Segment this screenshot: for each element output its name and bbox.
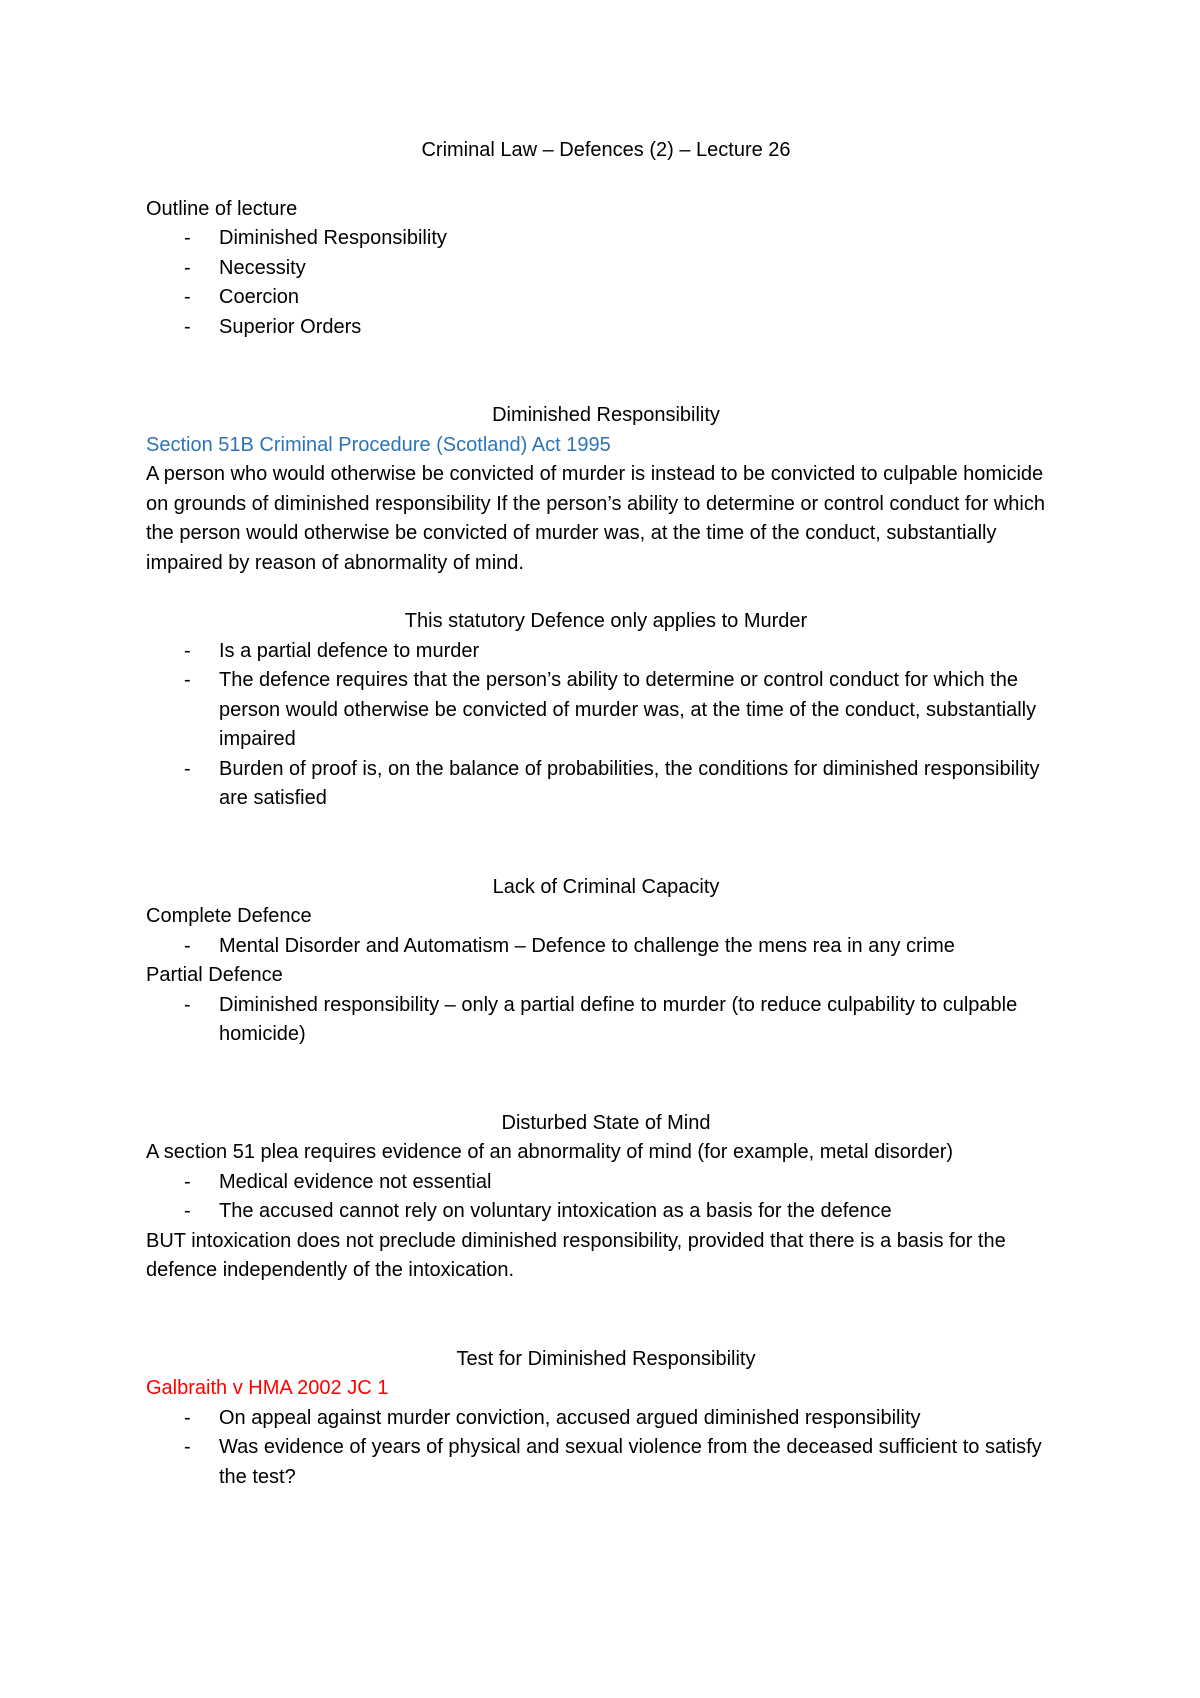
outline-list [146, 224, 1066, 342]
list-item: - Diminished Responsibility [146, 224, 1066, 254]
dash-bullet: - [184, 256, 191, 279]
partial-defence-list [146, 991, 1066, 1050]
spacer [146, 1286, 1066, 1345]
list-item: - Coercion [146, 283, 1066, 313]
dash-bullet: - [184, 993, 191, 1016]
spacer [146, 578, 1066, 607]
list-item: - Necessity [146, 254, 1066, 284]
dash-bullet: - [184, 1436, 191, 1458]
list-item: - The accused cannot rely on voluntary intoxication as a basis for the defence [146, 1197, 1066, 1227]
list-item: - Diminished responsibility – only a partial define to murder (to reduce culpability to culpable homicide) [146, 991, 1066, 1050]
dash-bullet: - [184, 757, 191, 780]
dash-bullet: - [184, 669, 191, 691]
complete-defence-label: Complete Defence [146, 905, 312, 927]
list-item: - Is a partial defence to murder [146, 637, 1066, 667]
section-heading-diminished: Diminished Responsibility [492, 404, 720, 426]
list-item: - The defence requires that the person’s ability to determine or control conduct for which the person would otherwise be convicted of murder was, at the time of the conduct, substantially impaired [146, 666, 1066, 755]
sub-heading-statutory: This statutory Defence only applies to Murder [404, 610, 808, 632]
list-item: - On appeal against murder conviction, accused argued diminished responsibility [146, 1404, 1066, 1434]
dash-bullet: - [184, 315, 191, 338]
section-heading-capacity: Lack of Criminal Capacity [492, 875, 720, 898]
dash-bullet: - [184, 286, 191, 308]
dash-bullet: - [184, 934, 191, 957]
section-heading-test: Test for Diminished Responsibility [456, 1347, 756, 1370]
diminished-list [146, 637, 1066, 814]
spacer [146, 814, 1066, 873]
complete-defence-list [146, 932, 1066, 962]
disturbed-closing: BUT intoxication does not preclude diminished responsibility, provided that there is a basis for the defence independently of the intoxication. [146, 1229, 1006, 1281]
spacer [146, 1050, 1066, 1109]
list-item: - Was evidence of years of physical and sexual violence from the deceased sufficient to satisfy the test? [146, 1433, 1066, 1492]
spacer [146, 342, 1066, 401]
spacer [146, 166, 1066, 195]
dash-bullet: - [184, 1200, 191, 1222]
dash-bullet: - [184, 1170, 191, 1193]
document-page [146, 136, 1066, 1492]
dash-bullet: - [184, 227, 191, 249]
list-item: - Medical evidence not essential [146, 1168, 1066, 1198]
list-item: - Superior Orders [146, 313, 1066, 343]
statute-reference: Section 51B Criminal Procedure (Scotland) Act 1995 [146, 433, 611, 456]
document-title: Criminal Law – Defences (2) – Lecture 26 [421, 139, 791, 161]
outline-label: Outline of lecture [146, 197, 298, 220]
dash-bullet: - [184, 1406, 191, 1429]
disturbed-intro: A section 51 plea requires evidence of an abnormality of mind (for example, metal disorder) [146, 1141, 954, 1163]
disturbed-list [146, 1168, 1066, 1227]
case-citation: Galbraith v HMA 2002 JC 1 [146, 1377, 389, 1399]
test-list [146, 1404, 1066, 1493]
partial-defence-label: Partial Defence [146, 964, 283, 986]
statute-paragraph: A person who would otherwise be convicted of murder is instead to be convicted to culpable homicide on grounds of diminished responsibility If the person’s ability to determine or control conduct for which the person would otherwise be convicted of murder was, at the time of the conduct, substantially impaired by reason of abnormality of mind. [146, 463, 1045, 574]
dash-bullet: - [184, 639, 191, 662]
list-item: - Burden of proof is, on the balance of probabilities, the conditions for diminished responsibility are satisfied [146, 755, 1066, 814]
list-item: - Mental Disorder and Automatism – Defence to challenge the mens rea in any crime [146, 932, 1066, 962]
section-heading-disturbed: Disturbed State of Mind [501, 1111, 711, 1134]
